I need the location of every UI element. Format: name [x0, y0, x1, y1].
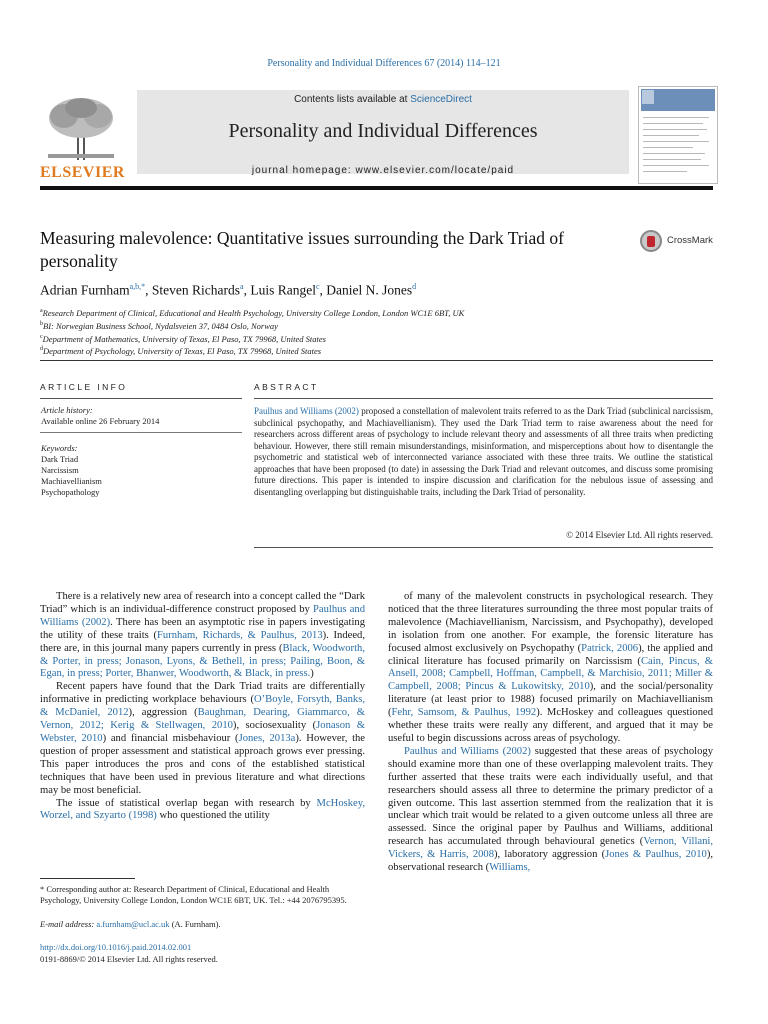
citation-link[interactable]: Baughman, Dearing, Giammarco, & Vernon, 2012; Kerig & Stellwagen, 2010	[40, 707, 366, 732]
email-link[interactable]: a.furnham@ucl.ac.uk	[96, 919, 170, 929]
journal-citation-link[interactable]: Personality and Individual Differences 67 (2014) 114–121	[267, 58, 501, 69]
author-separator: ,	[319, 282, 327, 298]
body-text: ). However, the question of proper assessment and statistical approach grows ever pressing. This paper introduces the pros and cons of the established statistical techniques that have been used in previous literature and what directions may be most beneficial.	[40, 732, 366, 796]
body-text: The issue of statistical overlap began with research by	[56, 797, 317, 809]
abstract-rule	[254, 398, 713, 399]
body-text: . There has been an asymptotic rise in papers investigating the utility of these traits (	[40, 616, 365, 641]
citation-link[interactable]: Jones & Paulhus, 2010	[605, 849, 707, 861]
cover-emblem-icon	[642, 90, 654, 104]
elsevier-wordmark: ELSEVIER	[40, 164, 125, 181]
header-rule	[40, 186, 713, 190]
crossmark-label: CrossMark	[667, 235, 713, 246]
doi-link[interactable]: http://dx.doi.org/10.1016/j.paid.2014.02.001	[40, 942, 192, 952]
contents-line	[137, 94, 629, 105]
crossmark-button[interactable]	[637, 230, 713, 256]
citation-link[interactable]: McHoskey, Worzel, and Szyarto (1998)	[40, 797, 365, 822]
citation-link[interactable]: Patrick, 2006	[581, 642, 639, 654]
article-title: Measuring malevolence: Quantitative issues surrounding the Dark Triad of personality	[40, 228, 564, 271]
affiliation-mark: d	[40, 346, 43, 353]
body-text: ), the applied and clinical literature has focused primarily on Narcissism (	[388, 642, 713, 667]
body-paragraph	[40, 681, 365, 797]
abstract-heading: ABSTRACT	[254, 382, 319, 392]
body-column-right	[388, 591, 713, 875]
citation-link[interactable]: Paulhus and Williams (2002)	[40, 603, 365, 628]
history-label: Article history:	[41, 405, 93, 415]
cover-line	[643, 165, 709, 166]
citation-link[interactable]: Fehr, Samsom, & Paulhus, 1992	[391, 707, 537, 719]
issn-line: 0191-8869/© 2014 Elsevier Ltd. All rights reserved.	[40, 954, 218, 964]
keywords-list	[41, 454, 102, 498]
body-text: of many of the malevolent constructs in psychological research. They noticed that the three literatures surrounding the three most popular traits of malevolence (Machiavellianism, Narcissism, and Psychopathy), developed in isolation from one another. For example, the forensic literature has focused almost exclusively on Psychopathy (	[388, 591, 713, 654]
body-text: ), observational research (	[388, 849, 713, 874]
body-text: suggested that these areas of psychology should examine more than one of these overlapping malevolent traits. They further asserted that these traits were each individually useful, and that researchers should assess all three to determine the primary predictor of a given outcome. This last assertion stemmed from the realization that it is unclear which trait would be related to a given outcome unless all three are assessed. Since the original paper by Paulhus and Williams, additional research has accumulated through behavioural genetics (	[388, 745, 713, 848]
body-text: who questioned the utility	[156, 810, 270, 822]
body-text: ) and financial misbehaviour (	[102, 732, 239, 744]
affiliation-item	[40, 319, 720, 332]
citation-link[interactable]: Cain, Pincus, & Ansell, 2008; Campbell, Hoffman, Campbell, & Marchisio, 2011; Miller & Campbell, 2008; Pincus & Lukowitsky, 2010	[388, 655, 713, 693]
email-label: E-mail address:	[40, 919, 97, 929]
citation-link[interactable]: Furnham, Richards, & Paulhus, 2013	[157, 629, 323, 641]
affiliation-text: Department of Mathematics, University of Texas, El Paso, TX 79968, United States	[42, 333, 326, 344]
body-paragraph	[40, 591, 365, 681]
body-text: ), aggression (	[128, 707, 198, 719]
abstract-text	[254, 406, 713, 498]
abstract-bottom-rule	[254, 547, 713, 548]
affiliation-mark: b	[40, 320, 43, 327]
body-column-left	[40, 591, 365, 823]
citation-link[interactable]: Jonason & Webster, 2010	[40, 720, 365, 744]
body-text: There is a relatively new area of research into a concept called the “Dark Triad” which is an individual-difference construct proposed by	[40, 591, 365, 615]
body-text: ), sociosexuality (	[232, 720, 317, 732]
citation-link[interactable]: Jones, 2013a	[238, 732, 296, 744]
author-list	[40, 282, 720, 299]
body-text: ). McHoskey and colleagues questioned whether these traits were really any different, and argued that it may be useful to begin discussions across areas of psychology.	[388, 707, 713, 744]
article-info-rule	[40, 398, 242, 399]
body-text: ), and the social/personality literature (at least prior to 1988) focused primarily on Machiavellianism (	[388, 681, 713, 719]
cover-line	[643, 135, 699, 136]
journal-homepage-link[interactable]: journal homepage: www.elsevier.com/locate/paid	[251, 165, 515, 176]
body-text: ). Indeed, there are, in this journal many papers currently in press (	[40, 629, 365, 654]
cover-line	[643, 159, 701, 160]
author-name: Luis Rangel	[250, 282, 316, 298]
citation-link[interactable]: Paulhus and Williams (2002)	[404, 745, 531, 757]
cover-line	[643, 141, 709, 142]
affiliation-item	[40, 344, 720, 357]
affiliation-text: BI: Norwegian Business School, Nydalsveien 37, 0484 Oslo, Norway	[43, 320, 278, 331]
cover-line	[643, 153, 705, 154]
citation-link[interactable]: Black, Woodworth, & Porter, in press; Jonason, Lyons, & Bethell, in press; Pailing, Boon, & Egan, in press; Porter, Bhanwer, Woodworth, & Black, in press.	[40, 642, 365, 680]
affiliation-mark: a	[40, 308, 43, 314]
journal-title: Personality and Individual Differences	[228, 120, 538, 142]
keywords-label: Keywords:	[41, 443, 78, 453]
cover-line	[643, 171, 687, 172]
abstract-copyright: © 2014 Elsevier Ltd. All rights reserved.	[566, 530, 713, 540]
journal-cover-thumbnail[interactable]	[638, 86, 718, 184]
footnote-rule	[40, 878, 135, 879]
article-info-divider	[40, 432, 242, 433]
crossmark-icon	[640, 230, 662, 252]
author-affiliation-mark[interactable]: a	[240, 282, 244, 291]
affiliation-item	[40, 332, 720, 345]
sciencedirect-link[interactable]: ScienceDirect	[410, 94, 472, 105]
keyword-item: Machiavellianism	[41, 476, 102, 486]
affiliation-item	[40, 306, 720, 319]
history-value: Available online 26 February 2014	[41, 416, 160, 426]
affiliation-text: Department of Psychology, University of Texas, El Paso, TX 79968, United States	[43, 346, 322, 357]
body-paragraph	[388, 746, 713, 875]
body-paragraph	[388, 591, 713, 746]
citation-link[interactable]: Vernon, Villani, Vickers, & Harris, 2008	[388, 836, 713, 861]
keyword-item: Dark Triad	[41, 454, 79, 464]
author-name: Adrian Furnham	[40, 282, 130, 298]
keyword-item: Narcissism	[41, 465, 79, 475]
email-suffix: (A. Furnham).	[169, 919, 221, 929]
citation-link[interactable]: O’Boyle, Forsyth, Banks, & McDaniel, 2012	[40, 694, 365, 719]
affiliation-list	[40, 306, 720, 357]
affiliation-mark: c	[40, 333, 43, 340]
abstract-body: proposed a constellation of malevolent traits referred to as the Dark Triad (subclinical narcissism, subclinical psychopathy, and Machiavellianism). They used the Dark Triad term to raise awareness about the need for researchers across different areas of psychology to include relevant theory and assessments of all three traits when predicting behaviour. However, there still remain misunderstandings, misinformation, and misperceptions about how to disentangle the psychometric and statistical web of interconnected variance associated with these three traits. We outline the statistical approaches that have been proposed (to date) in assessing the Dark Triad and relevant outcomes, and discuss some promising future directions. This paper is intended to inspire discussion and clarification for the nebulous issue of assessing and disentangling overlapping but distinguishable traits, including the Dark Triad of personality.	[254, 406, 714, 497]
cover-line	[643, 129, 707, 130]
author-name: Steven Richards	[151, 282, 241, 298]
section-rule	[40, 360, 713, 361]
cover-line	[643, 123, 703, 124]
body-text: Recent papers have found that the Dark Triad traits are differentially informative in predicting workplace behaviours (	[40, 681, 365, 706]
author-affiliation-mark[interactable]: d	[412, 282, 417, 291]
keyword-item: Psychopathology	[41, 487, 100, 497]
cover-line	[643, 117, 709, 118]
author-separator: ,	[243, 282, 251, 298]
body-paragraph	[40, 798, 365, 824]
author-affiliation-mark[interactable]: c	[315, 282, 320, 291]
body-text: )	[310, 668, 314, 680]
body-text: ), laboratory aggression (	[494, 849, 606, 861]
article-info-heading: ARTICLE INFO	[40, 382, 128, 392]
abstract-citation-link[interactable]: Paulhus and Williams (2002)	[254, 406, 359, 416]
corresponding-author-footnote: * Corresponding author at: Research Department of Clinical, Educational and Health Psychology, University College London, London WC1E 6BT, UK. Tel.: +44 2076795395.	[40, 884, 347, 905]
citation-link[interactable]: Williams,	[489, 862, 531, 874]
cover-line	[643, 147, 693, 148]
author-affiliation-mark[interactable]: a,b,*	[129, 282, 146, 291]
author-separator: ,	[145, 282, 152, 298]
affiliation-text: Research Department of Clinical, Educational and Health Psychology, University College London, London WC1E 6BT, UK	[42, 307, 465, 318]
author-name: Daniel N. Jones	[326, 282, 413, 298]
contents-prefix: Contents lists available at	[294, 94, 411, 105]
email-line	[40, 919, 365, 929]
